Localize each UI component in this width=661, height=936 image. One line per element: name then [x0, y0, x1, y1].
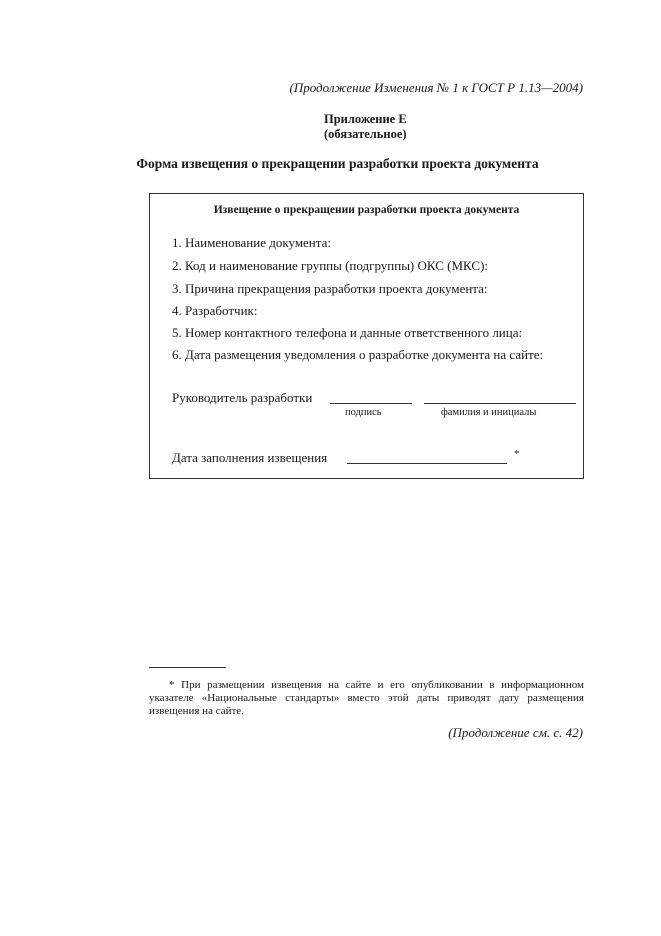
appendix-heading: [324, 112, 407, 142]
appendix-status: (обязательное): [324, 127, 407, 141]
date-label: Дата заполнения извещения: [172, 450, 328, 465]
form-item-developer: 4. Разработчик:: [172, 303, 258, 318]
signature-caption: подпись: [345, 407, 382, 418]
date-asterisk: *: [514, 448, 520, 460]
box-heading: Извещение о прекращении разработки проекта документа: [213, 204, 520, 216]
footnote-divider: [149, 667, 226, 668]
name-line: [424, 403, 576, 404]
footnote: * При размещении извещения на сайте и его опубликовании в информационном указателе «Национальные стандарты» вместо этой даты приводят дату размещения извещения на сайте.: [149, 679, 584, 717]
form-item-document-name: 1. Наименование документа:: [172, 235, 331, 250]
form-item-contact: 5. Номер контактного телефона и данные ответственного лица:: [172, 325, 523, 340]
notice-form-box: [149, 193, 584, 479]
name-caption: фамилия и инициалы: [441, 407, 537, 418]
form-item-oks-code: 2. Код и наименование группы (подгруппы) ОКС (МКС):: [172, 258, 489, 273]
date-line: [347, 463, 507, 464]
form-item-termination-reason: 3. Причина прекращения разработки проекта документа:: [172, 281, 488, 296]
signature-line: [330, 403, 412, 404]
continuation-header: (Продолжение Изменения № 1 к ГОСТ Р 1.13—2004): [289, 80, 583, 95]
form-title: Форма извещения о прекращении разработки проекта документа: [136, 156, 539, 171]
appendix-title: Приложение Е: [324, 112, 407, 126]
form-item-publication-date: 6. Дата размещения уведомления о разработке документа на сайте:: [172, 347, 544, 362]
continuation-footer: (Продолжение см. с. 42): [448, 725, 583, 740]
signature-label: Руководитель разработки: [172, 390, 313, 405]
